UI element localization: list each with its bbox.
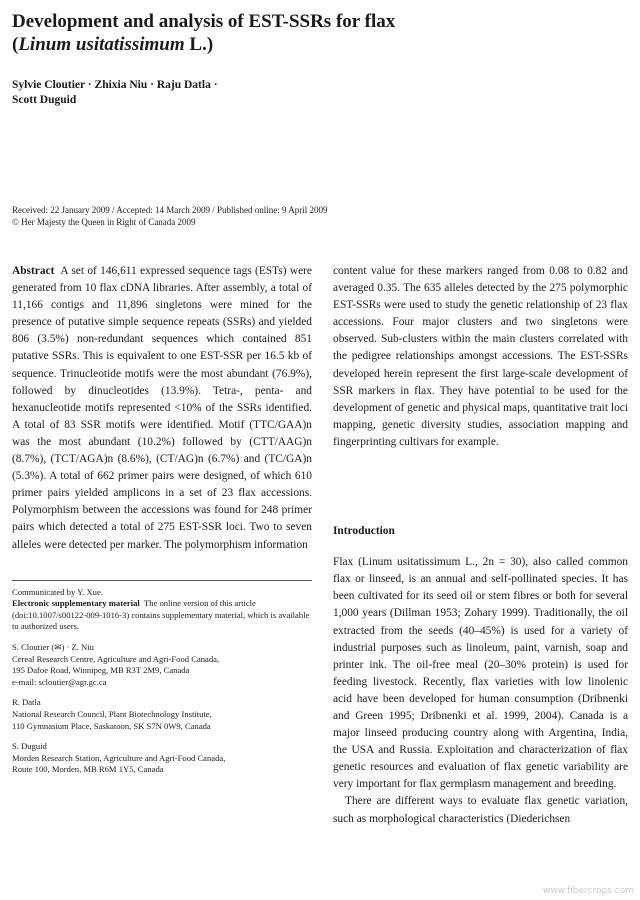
footnotes <box>12 587 312 776</box>
communicated-by: Communicated by Y. Xue. <box>12 586 103 597</box>
abstract-block <box>12 263 312 554</box>
copyright-line: © Her Majesty the Queen in Right of Canada 2009 <box>12 217 196 227</box>
introduction-heading: Introduction <box>333 525 395 538</box>
affiliation-1-email[interactable]: e-mail: scloutier@agr.gc.ca <box>12 676 107 687</box>
site-watermark: www.fibercrops.com <box>543 886 634 896</box>
right-column <box>333 263 628 828</box>
body-columns <box>12 263 628 893</box>
author-list <box>12 78 272 108</box>
affiliation-1 <box>12 642 312 688</box>
affiliation-2-name: R. Datla <box>12 697 41 708</box>
section-spacer <box>333 451 628 523</box>
title-line-1: Development and analysis of EST-SSRs for flax <box>12 11 396 32</box>
left-column <box>12 263 312 776</box>
introduction-paragraph-1: Flax (Linum usitatissimum L., 2n = 30), also called common flax or linseed, is an annual and self-pollinated species. It has been cultivated for its seed oil or stem fibres or both for several 1,000 years (Dillman 1953; Zohary 1999). Traditionally, the oil extracted from the seeds (40–45%) is used for a variety of industrial purposes such as linoleum, paint, varnish, soap and printer ink. The oil-free meal (20–30% protein) is used for feeding livestock. Recently, flax varieties with low linolenic acid have been developed for human consumption (Dribnenki and Green 1995; Dribnenki et al. 1999, 2004). Canada is a major linseed producing country along with Argentina, India, the USA and Russia. Exploitation and characterization of flax genetic resources and evaluation of flax genetic variability are very important for flax germplasm management and breeding. <box>333 556 628 791</box>
affiliation-2 <box>12 697 312 732</box>
esm-heading: Electronic supplementary material <box>12 598 140 609</box>
publication-dates: Received: 22 January 2009 / Accepted: 14 March 2009 / Published online: 9 April 2009 <box>12 205 328 215</box>
abstract-continued: content value for these markers ranged from 0.08 to 0.82 and averaged 0.35. The 635 alleles detected by the 275 polymorphic EST-SSRs were used to study the genetic relationship of 23 flax accessions. Four major clusters and two singletons were observed. Sub-clusters within the main clusters correlated with the pedigree relationships amongst accessions. The EST-SSRs developed herein represent the first large-scale development of SSR markers in flax. They have potential to be used for the development of genetic and physical maps, quantitative trait loci mapping, genetic diversity studies, association mapping and fingerprinting cultivars for example. <box>333 265 628 448</box>
footnote-divider <box>12 580 312 581</box>
affiliation-3-name: S. Duguid <box>12 741 47 752</box>
affiliation-1-names: S. Cloutier (✉) · Z. Niu <box>12 641 94 652</box>
affiliation-3 <box>12 741 312 776</box>
authors-line-2: Scott Duguid <box>12 94 77 106</box>
title-paren-open: ( <box>12 34 19 55</box>
affiliation-1-line-2: 195 Dafoe Road, Winnipeg, MB R3T 2M9, Canada <box>12 665 190 676</box>
article-title <box>12 10 628 56</box>
affiliation-2-line-1: National Research Council, Plant Biotechnology Institute, <box>12 708 212 719</box>
introduction-paragraph-2: There are different ways to evaluate flax genetic variation, such as morphological characteristics (Diederichsen <box>333 795 628 825</box>
abstract-text: A set of 146,611 expressed sequence tags (ESTs) were generated from 10 flax cDNA libraries. After assembly, a total of 11,166 contigs and 11,896 singletons were mined for the presence of putative simple sequence repeats (SSRs) and yielded 806 (3.5%) non-redundant sequences which contained 851 putative SSRs. This is equivalent to one EST-SSR per 16.5 kb of sequence. Trinucleotide motifs were the most abundant (76.9%), followed by dinucleotides (13.9%). Tetra-, penta- and hexanucleotide motifs represented <10% of the SSRs identified. A total of 83 SSR motifs were identified. Motif (TTC/GAA)n was the most abundant (10.2%) followed by (CTT/AAG)n (8.7%), (TCT/AGA)n (8.6%), (CT/AG)n (6.7%) and (TC/GA)n (5.3%). A total of 662 primer pairs were designed, of which 610 primer pairs yielded amplicons in a set of 23 flax accessions. Polymorphism between the accessions was found for 248 primer pairs which detected a total of 275 EST-SSR loci. Two to seven alleles were detected per marker. The polymorphism information <box>12 265 312 551</box>
authors-line-1: Sylvie Cloutier · Zhixia Niu · Raju Datla · <box>12 79 218 91</box>
title-paren-close: L.) <box>184 34 214 55</box>
affiliation-1-line-1: Cereal Research Centre, Agriculture and Agri-Food Canada, <box>12 653 220 664</box>
publication-info <box>12 204 628 228</box>
affiliation-2-line-2: 110 Gymnasium Place, Saskatoon, SK S7N 0W9, Canada <box>12 720 211 731</box>
abstract-heading: Abstract <box>12 265 55 277</box>
affiliation-3-line-1: Morden Research Station, Agriculture and Agri-Food Canada, <box>12 752 226 763</box>
esm-text: The online version of this article (doi:10.1007/s00122-009-1016-3) contains supplementary material, which is available to authorized users. <box>12 598 310 632</box>
title-species: Linum usitatissimum <box>18 34 185 55</box>
introduction-body <box>333 554 628 828</box>
esm-note <box>12 598 312 633</box>
affiliation-3-line-2: Route 100, Morden, MB R6M 1Y5, Canada <box>12 764 164 775</box>
